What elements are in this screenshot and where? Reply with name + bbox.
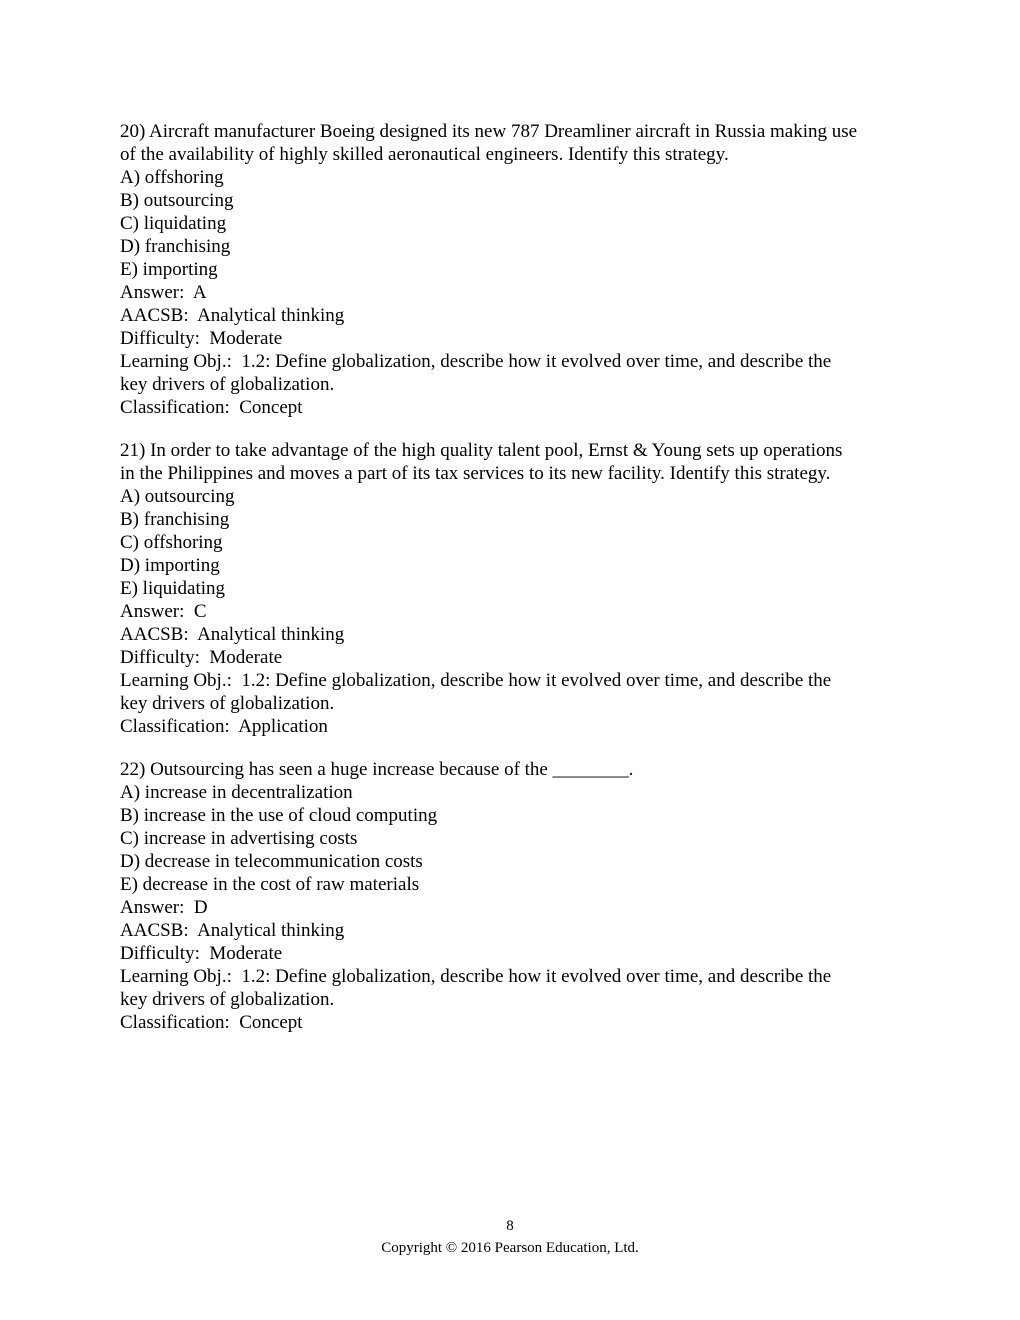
aacsb-tag: AACSB: Analytical thinking xyxy=(120,305,345,326)
learning-objective: Learning Obj.: 1.2: Define globalization, describe how it evolved over time, and describe the xyxy=(120,670,832,691)
answer-option: B) franchising xyxy=(120,509,230,530)
aacsb-tag: AACSB: Analytical thinking xyxy=(120,624,345,645)
classification-tag: Classification: Application xyxy=(120,716,328,737)
answer-option: E) importing xyxy=(120,259,218,280)
question-stem: 21) In order to take advantage of the high quality talent pool, Ernst & Young sets up operations xyxy=(120,440,843,461)
question-item xyxy=(120,758,910,1034)
classification-tag: Classification: Concept xyxy=(120,1012,303,1033)
question-stem: in the Philippines and moves a part of its tax services to its new facility. Identify this strategy. xyxy=(120,463,831,484)
answer-option: A) offshoring xyxy=(120,167,224,188)
difficulty-tag: Difficulty: Moderate xyxy=(120,328,283,349)
answer-option: C) increase in advertising costs xyxy=(120,828,358,849)
answer-option: B) increase in the use of cloud computing xyxy=(120,805,438,826)
learning-objective: Learning Obj.: 1.2: Define globalization, describe how it evolved over time, and describe the xyxy=(120,351,832,372)
answer-option: D) decrease in telecommunication costs xyxy=(120,851,423,872)
question-item xyxy=(120,120,910,419)
answer-option: D) franchising xyxy=(120,236,231,257)
difficulty-tag: Difficulty: Moderate xyxy=(120,647,283,668)
answer-option: B) outsourcing xyxy=(120,190,234,211)
learning-objective: key drivers of globalization. xyxy=(120,374,335,395)
answer-option: A) outsourcing xyxy=(120,486,235,507)
aacsb-tag: AACSB: Analytical thinking xyxy=(120,920,345,941)
difficulty-tag: Difficulty: Moderate xyxy=(120,943,283,964)
answer-option: E) decrease in the cost of raw materials xyxy=(120,874,420,895)
learning-objective: Learning Obj.: 1.2: Define globalization, describe how it evolved over time, and describe the xyxy=(120,966,832,987)
learning-objective: key drivers of globalization. xyxy=(120,989,335,1010)
question-stem: of the availability of highly skilled aeronautical engineers. Identify this strategy. xyxy=(120,144,729,165)
answer-key: Answer: C xyxy=(120,601,207,622)
answer-option: C) liquidating xyxy=(120,213,227,234)
answer-key: Answer: A xyxy=(120,282,207,303)
answer-option: E) liquidating xyxy=(120,578,226,599)
question-stem: 20) Aircraft manufacturer Boeing designed its new 787 Dreamliner aircraft in Russia making use xyxy=(120,121,858,142)
learning-objective: key drivers of globalization. xyxy=(120,693,335,714)
answer-option: C) offshoring xyxy=(120,532,223,553)
classification-tag: Classification: Concept xyxy=(120,397,303,418)
copyright-notice: Copyright © 2016 Pearson Education, Ltd. xyxy=(381,1240,639,1256)
page-number: 8 xyxy=(506,1218,514,1234)
question-item xyxy=(120,439,910,738)
question-stem: 22) Outsourcing has seen a huge increase because of the ________. xyxy=(120,759,634,780)
answer-option: D) importing xyxy=(120,555,220,576)
answer-key: Answer: D xyxy=(120,897,208,918)
question-list xyxy=(120,120,910,1054)
answer-option: A) increase in decentralization xyxy=(120,782,353,803)
